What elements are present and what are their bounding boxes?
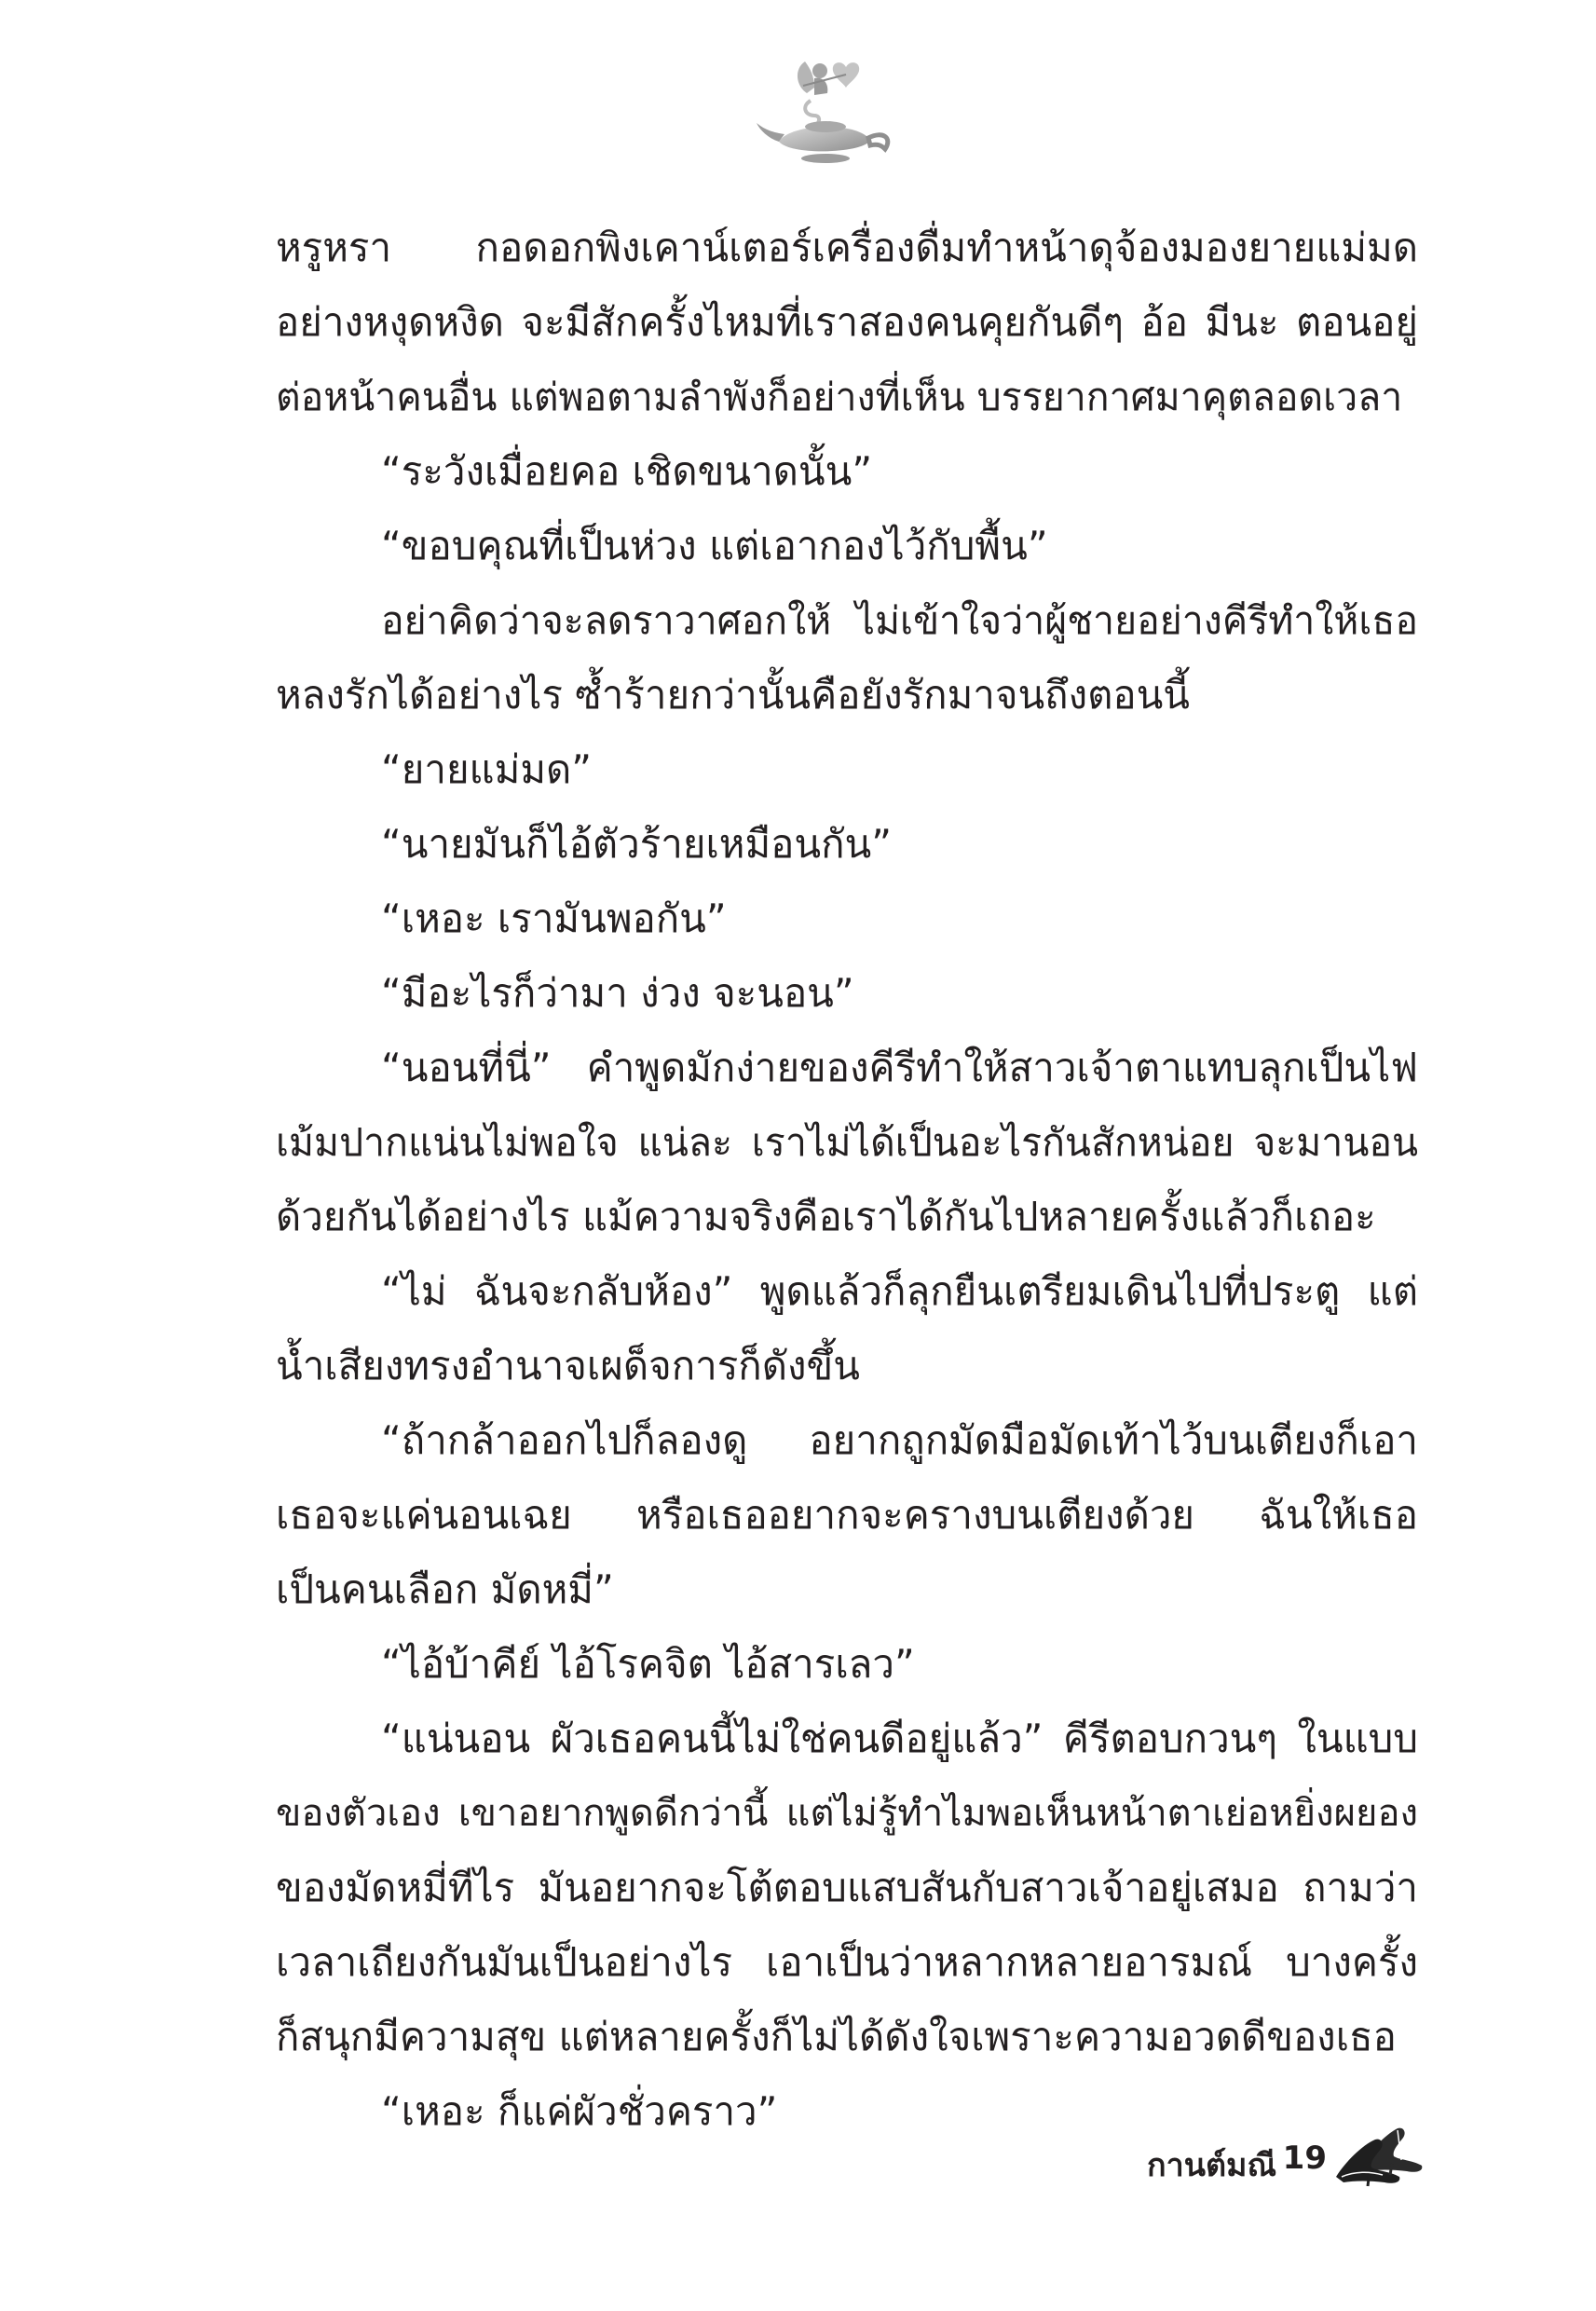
text-line: ของมัดหมี่ทีไร มันอยากจะโต้ตอบแสบสันกับสาวเจ้าอยู่เสมอ ถามว่า [276,1865,1418,1910]
text-line: อย่าคิดว่าจะลดราวาศอกให้ ไม่เข้าใจว่าผู้ชายอย่างคีรีทำให้เธอ [381,598,1418,643]
text-line: ด้วยกันได้อย่างไร แม้ความจริงคือเราได้กันไปหลายครั้งแล้วก็เถอะ [276,1194,1376,1239]
text-line: “ถ้ากล้าออกไปก็ลองดู อยากถูกมัดมือมัดเท้าไว้บนเตียงก็เอา [381,1417,1418,1463]
text-line: น้ำเสียงทรงอำนาจเผด็จการก็ดังขึ้น [276,1343,860,1388]
page-footer [1016,2123,1425,2197]
text-line: ต่อหน้าคนอื่น แต่พอตามลำพังก็อย่างที่เห็น บรรยากาศมาคุตลอดเวลา [276,375,1403,419]
text-line: อย่างหงุดหงิด จะมีสักครั้งไหมที่เราสองคนคุยกันดีๆ อ้อ มีนะ ตอนอยู่ [276,299,1418,345]
text-line: “ระวังเมื่อยคอ เชิดขนาดนั้น” [381,448,873,494]
text-line: เม้มปากแน่นไม่พอใจ แน่ละ เราไม่ได้เป็นอะไรกันสักหน่อย จะมานอน [276,1120,1418,1165]
text-line: เป็นคนเลือก มัดหมี่” [276,1566,614,1612]
text-line: “ขอบคุณที่เป็นห่วง แต่เอากองไว้กับพื้น” [381,523,1048,568]
text-line: “มีอะไรก็ว่ามา ง่วง จะนอน” [381,970,854,1016]
text-line: “ไอ้บ้าคีย์ ไอ้โรคจิต ไอ้สารเลว” [381,1641,915,1687]
page-number: 19 [1282,2140,1327,2177]
text-line: “แน่นอน ผัวเธอคนนี้ไม่ใช่คนดีอยู่แล้ว” คีรีตอบกวนๆ ในแบบ [381,1716,1418,1761]
text-line: ก็สนุกมีความสุข แต่หลายครั้งก็ไม่ได้ดังใจเพราะความอวดดีของเธอ [276,2014,1397,2059]
text-line: หรูหรา กอดอกพิงเคาน์เตอร์เครื่องดื่มทำหน้าดุจ้องมองยายแม่มด [276,225,1418,270]
text-line: เธอจะแค่นอนเฉย หรือเธออยากจะครางบนเตียงด้วย ฉันให้เธอ [276,1492,1418,1538]
text-line: หลงรักได้อย่างไร ซ้ำร้ายกว่านั้นคือยังรักมาจนถึงตอนนี้ [276,672,1191,718]
text-line: ของตัวเอง เขาอยากพูดดีกว่านี้ แต่ไม่รู้ทำไมพอเห็นหน้าตาเย่อหยิ่งผยอง [276,1792,1418,1835]
text-line: “เหอะ ก็แค่ผัวชั่วคราว” [381,2088,778,2134]
text-line: “ยายแม่มด” [381,746,593,792]
text-line: “เหอะ เรามันพอกัน” [381,896,727,941]
genie-lamp-with-cupid-icon [753,48,902,170]
text-line: เวลาเถียงกันมันเป็นอย่างไร เอาเป็นว่าหลากหลายอารมณ์ บางครั้ง [276,1939,1418,1985]
text-line: “นายมันก็ไอ้ตัวร้ายเหมือนกัน” [381,821,893,867]
text-line: “นอนที่นี่” คำพูดมักง่ายของคีรีทำให้สาวเจ้าตาแทบลุกเป็นไฟ [381,1045,1418,1090]
chapter-body-text [276,211,1418,2149]
book-title: กานต์มณี [1147,2147,1276,2184]
high-heel-shoes-icon [1332,2123,1425,2188]
text-line: “ไม่ ฉันจะกลับห้อง” พูดแล้วก็ลุกยืนเตรียมเดินไปที่ประตู แต่ [381,1268,1418,1314]
